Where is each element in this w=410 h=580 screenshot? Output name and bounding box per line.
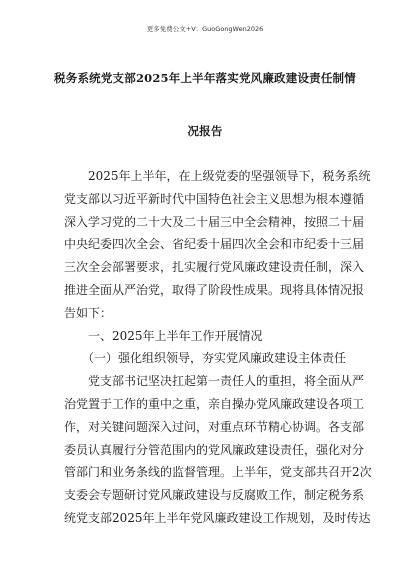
body-line: 作，对关键问题深入过问，对重点环节精心协调。各支部 (64, 419, 365, 434)
document-title-line-2: 况报告 (187, 124, 223, 138)
body-line: 治党置于工作的重中之重，亲自操办党风廉政建设各项工 (64, 396, 365, 411)
body-line: 党支部书记坚决扛起第一责任人的重担，将全面从严 (64, 374, 365, 389)
body-line: 党支部以习近平新时代中国特色社会主义思想为根本遵循 (64, 191, 365, 206)
page-header: 更多免费公文+V：GuoGongWen2026 (146, 25, 264, 33)
document-body (64, 165, 372, 530)
body-line: 统党支部2025年上半年党风廉政建设工作规划，及时传达 (64, 510, 371, 525)
body-line: 深入学习党的二十大及二十届三中全会精神，按照二十届 (64, 214, 365, 229)
body-line: 2025年上半年，在上级党委的坚强领导下，税务系统 (64, 169, 371, 183)
subsection-heading: （一）强化组织领导，夯实党风廉政建设主体责任 (64, 351, 347, 366)
body-line: 支委会专题研讨党风廉政建设与反腐败工作，制定税务系 (64, 488, 365, 503)
body-line: 推进全面从严治党，取得了阶段性成果。现将具体情况报 (64, 282, 365, 297)
body-line: 管部门和业务条线的监督管理。上半年，党支部共召开2次 (64, 465, 372, 480)
body-line: 三次全会部署要求，扎实履行党风廉政建设责任制，深入 (64, 260, 365, 275)
body-line: 中央纪委四次全会、省纪委十届四次全会和市纪委十三届 (64, 237, 365, 252)
body-line: 委员认真履行分管范围内的党风廉政建设责任，强化对分 (64, 442, 365, 457)
body-line: 告如下： (64, 305, 113, 320)
section-heading: 一、2025年上半年工作开展情况 (64, 328, 263, 343)
document-title-line-1: 税务系统党支部2025年上半年落实党风廉政建设责任制情 (54, 71, 356, 85)
